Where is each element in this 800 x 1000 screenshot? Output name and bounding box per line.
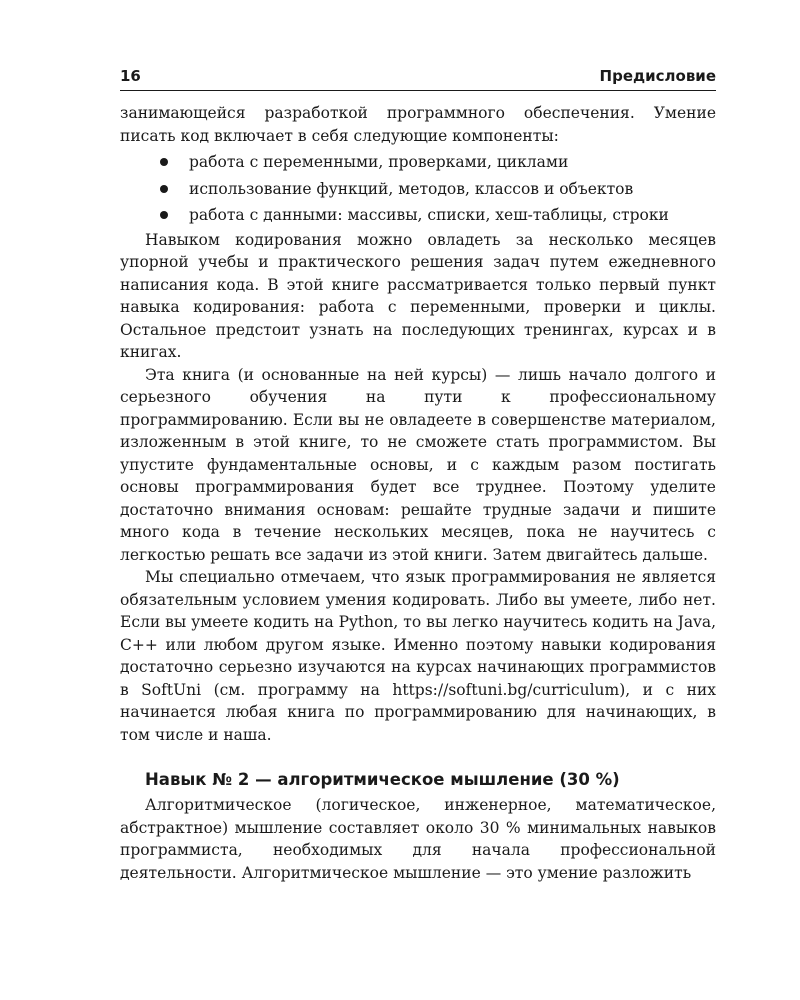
bullet-icon: [160, 211, 168, 219]
body-paragraph: Эта книга (и основанные на ней курсы) — лишь начало долгого и серьезного обучения на пути к профессиональному программированию. Если вы не овладеете в совершенстве материалом, изложенным в этой книге, то не сможете стать программистом. Вы упустите фундаментальные основы, и с каждым разом постигать основы программирования будет все труднее. Поэтому уделите достаточно внимания основам: решайте трудные задачи и пишите много кода в течение нескольких месяцев, пока не научитесь с легкостью решать все задачи из этой книги. Затем двигайтесь дальше.: [120, 365, 716, 564]
body-paragraph: Навыком кодирования можно овладеть за несколько месяцев упорной учебы и практического решения задач путем ежедневного написания кода. В этой книге рассматривается только первый пункт навыка кодирования: работа с переменными, проверки и циклы. Остальное предстоит узнать на последующих тренингах, курсах и в книгах.: [120, 230, 716, 361]
bullet-icon: [160, 158, 168, 166]
bullet-item: [120, 151, 716, 174]
section-heading: Навык № 2 — алгоритмическое мышление (30 %): [145, 770, 620, 789]
section-paragraph: Алгоритмическое (логическое, инженерное, математическое, абстрактное) мышление составляет около 30 % минимальных навыков программиста, необходимых для начала профессиональной деятельности. Алгоритмическое мышление — это умение разложить: [120, 796, 716, 882]
bullet-item: [120, 204, 716, 227]
bullet-text: работа с переменными, проверками, циклами: [189, 153, 569, 171]
chapter-title: Предисловие: [599, 67, 716, 85]
running-header: [120, 64, 716, 88]
bullet-icon: [160, 185, 168, 193]
bullet-text: использование функций, методов, классов и объектов: [189, 179, 634, 198]
page-number: 16: [120, 67, 141, 85]
bullet-text: работа с данными: массивы, списки, хеш-таблицы, строки: [189, 206, 669, 224]
intro-paragraph: занимающейся разработкой программного обеспечения. Умение писать код включает в себя следующие компоненты:: [120, 104, 716, 145]
skills-bullet-list: [120, 151, 716, 227]
header-divider: [120, 90, 716, 91]
bullet-item: [120, 178, 716, 201]
body-paragraph: Мы специально отмечаем, что язык программирования не является обязательным условием умения кодировать. Либо вы умеете, либо нет. Если вы умеете кодить на Python, то вы легко научитесь кодить на Java, C++ или любом другом языке. Именно поэтому навыки кодирования достаточно серьезно изучаются на курсах начинающих программистов в SoftUni (см. программу на https://softuni.bg/curriculum), и с них начинается любая книга по программированию для начинающих, в том числе и наша.: [120, 568, 716, 744]
body-text: [120, 102, 716, 884]
